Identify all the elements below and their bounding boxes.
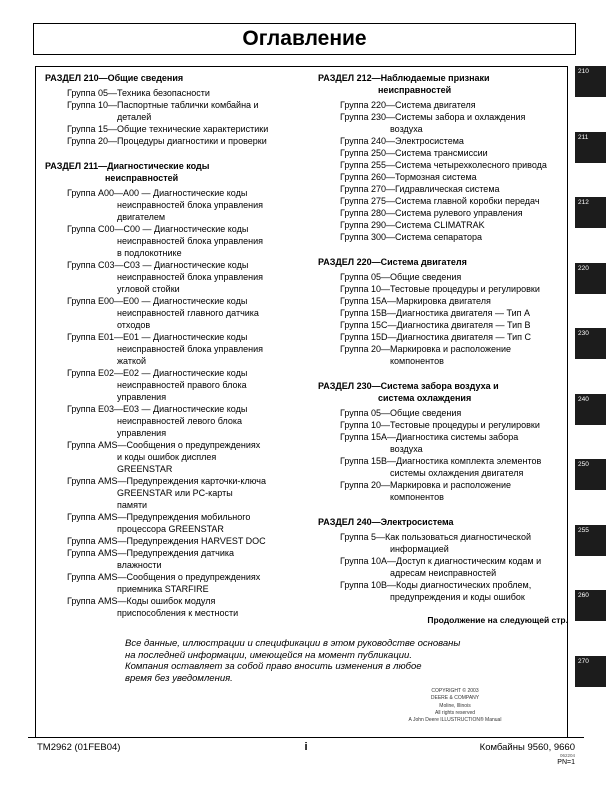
toc-group-entry-line: Группа 20—Маркировка и расположение (340, 344, 512, 354)
toc-group-entry-line: Группа 05—Техника безопасности (67, 88, 210, 98)
toc-right-column (318, 72, 568, 603)
toc-group-entry-line: Группа E02—E02 — Диагностические коды (67, 368, 248, 378)
toc-group-entry-line: неисправностей блока управления (117, 236, 264, 246)
toc-group-entry-line: системы охлаждения двигателя (390, 468, 524, 478)
toc-group-entry-line: Группа E03—E03 — Диагностические коды (67, 404, 248, 414)
toc-group-entry-line: Группа A00—A00 — Диагностические коды (67, 188, 248, 198)
toc-group-entry-line: Группа 15A—Диагностика системы забора (340, 432, 519, 442)
toc-group-entry-line: Группа 15B—Диагностика двигателя — Тип A (340, 308, 531, 318)
toc-group-entry-line: компонентов (390, 356, 444, 366)
edge-tab-240: 240 (575, 394, 606, 425)
toc-group-entry-line: Группа 15D—Диагностика двигателя — Тип C (340, 332, 532, 342)
toc-group-entry-line: Группа E00—E00 — Диагностические коды (67, 296, 248, 306)
page-title: Оглавление (242, 27, 367, 50)
toc-group-entry-line: Группа AMS—Коды ошибок модуля (67, 596, 216, 606)
toc-section (45, 72, 303, 147)
edge-tab-260: 260 (575, 590, 606, 621)
copyright-line: All rights reserved (434, 709, 475, 716)
toc-section-header-line: РАЗДЕЛ 220—Система двигателя (318, 257, 467, 267)
toc-group-entry-line: отходов (117, 320, 151, 330)
toc-section-header (318, 72, 568, 96)
toc-group-entry-line: Группа 300—Система сепаратора (340, 232, 483, 242)
toc-group-entry-line: Группа C00—C00 — Диагностические коды (67, 224, 249, 234)
toc-group-entry-line: управления (117, 392, 167, 402)
toc-section-header (45, 72, 303, 84)
footer-doc-number: TM2962 (01FEB04) (37, 742, 121, 753)
copyright-block (330, 688, 580, 724)
disclaimer-text (125, 638, 485, 685)
copyright-line: COPYRIGHT © 2003 (431, 688, 479, 694)
edge-tab-211: 211 (575, 132, 606, 163)
toc-section-header (318, 380, 568, 404)
toc-group-entry-line: неисправностей блока управления (117, 272, 264, 282)
toc-group-entry-line: управления (117, 428, 167, 438)
toc-group-entry-line: адресам неисправностей (390, 568, 497, 578)
toc-group-entry-line: процессора GREENSTAR (117, 524, 224, 534)
toc-group-entry-line: Группа 15—Общие технические характеристики (67, 124, 269, 134)
toc-group-entry-line: Группа AMS—Предупреждения датчика (67, 548, 235, 558)
disclaimer-line: Все данные, иллюстрации и спецификации в этом руководстве основаны (125, 638, 461, 649)
toc-group-entry-line: предупреждения и коды ошибок (390, 592, 525, 602)
toc-section (318, 380, 568, 503)
edge-tab-270: 270 (575, 656, 606, 687)
edge-tab-220: 220 (575, 263, 606, 294)
toc-section-header (318, 516, 568, 528)
toc-group-entry-line: Группа AMS—Предупреждения карточки-ключа (67, 476, 266, 486)
toc-group-entry-line: неисправностей правого блока (117, 380, 247, 390)
toc-group-entry-line: Группа AMS—Предупреждения HARVEST DOC (67, 536, 266, 546)
toc-group-entry-line: Группа AMS—Сообщения о предупреждениях (67, 572, 261, 582)
toc-group-entry-line: Группа 15B—Диагностика комплекта элементов (340, 456, 542, 466)
toc-section-header (45, 160, 303, 184)
footer-model-name: Комбайны 9560, 9660 (479, 742, 575, 753)
toc-group-entry-line: Группа 270—Гидравлическая система (340, 184, 500, 194)
toc-group-entry-line: жаткой (117, 356, 147, 366)
toc-group-entry-line: GREENSTAR или PC-карты (117, 488, 233, 498)
toc-section-header-line: РАЗДЕЛ 240—Электросистема (318, 517, 454, 527)
toc-group-entry-line: Группа 275—Система главной коробки передач (340, 196, 540, 206)
toc-group-entry-line: компонентов (390, 492, 444, 502)
toc-group-entry-line: влажности (117, 560, 162, 570)
toc-group-entry-line: неисправностей левого блока (117, 416, 242, 426)
toc-section-header-line: неисправностей (378, 85, 452, 95)
copyright-line: DEERE & COMPANY (430, 695, 480, 702)
toc-group-entry-line: воздуха (390, 124, 423, 134)
toc-group-entry-line: Группа 20—Маркировка и расположение (340, 480, 512, 490)
edge-tab-230: 230 (575, 328, 606, 359)
toc-group-entry-line: информацией (390, 544, 449, 554)
continued-on-next-page-note: Продолжение на следующей стр. (427, 615, 568, 625)
toc-group-entry-line: Группа 280—Система рулевого управления (340, 208, 523, 218)
toc-group-entry-line: Группа 260—Тормозная система (340, 172, 477, 182)
toc-group-entry-line: памяти (117, 500, 148, 510)
toc-group-entry-line: Группа 5—Как пользоваться диагностической (340, 532, 531, 542)
toc-group-entry-line: неисправностей блока управления (117, 200, 264, 210)
edge-tab-250: 250 (575, 459, 606, 490)
toc-group-entry-line: Группа 10—Паспортные таблички комбайна и (67, 100, 259, 110)
toc-group-entry-line: двигателем (117, 212, 166, 222)
disclaimer-line: время без уведомления. (125, 673, 233, 685)
toc-group-entry-line: Группа 15C—Диагностика двигателя — Тип B (340, 320, 531, 330)
title-box (33, 23, 576, 55)
toc-group-entry-line: Группа 220—Система двигателя (340, 100, 476, 110)
toc-group-entry-line: угловой стойки (117, 284, 180, 294)
toc-group-entry-line: Группа 10—Тестовые процедуры и регулировки (340, 284, 540, 294)
toc-group-entry-line: в подлокотнике (117, 248, 182, 258)
toc-group-entry-line: Группа 05—Общие сведения (340, 408, 462, 418)
toc-group-entry-line: Группа 230—Системы забора и охлаждения (340, 112, 526, 122)
footer-pn-number: PN=1 (557, 759, 575, 766)
toc-section (318, 256, 568, 367)
toc-section-header-line: РАЗДЕЛ 211—Диагностические коды (45, 161, 210, 171)
toc-group-entry-line: Группа 15A—Маркировка двигателя (340, 296, 491, 306)
toc-section (45, 160, 303, 619)
toc-group-entry-line: Группа 10B—Коды диагностических проблем, (340, 580, 532, 590)
footer-print-code: 062204 (559, 753, 575, 758)
toc-group-entry-line: приемника STARFIRE (117, 584, 209, 594)
toc-section (318, 72, 568, 243)
toc-group-entry-line: Группа 255—Система четырехколесного привода (340, 160, 547, 170)
toc-section-header-line: РАЗДЕЛ 210—Общие сведения (45, 73, 184, 83)
toc-group-entry-line: неисправностей главного датчика (117, 308, 259, 318)
toc-group-entry-line: Группа AMS—Предупреждения мобильного (67, 512, 251, 522)
edge-tab-212: 212 (575, 197, 606, 228)
edge-tab-255: 255 (575, 525, 606, 556)
toc-group-entry-line: Группа 05—Общие сведения (340, 272, 462, 282)
toc-group-entry-line: Группа E01—E01 — Диагностические коды (67, 332, 248, 342)
footer-divider (28, 737, 584, 738)
footer-page-number: i (304, 741, 308, 753)
toc-group-entry-line: деталей (117, 112, 152, 122)
toc-group-entry-line: Группа 250—Система трансмиссии (340, 148, 488, 158)
toc-group-entry-line: воздуха (390, 444, 423, 454)
disclaimer-line: Компания оставляет за собой право вносить изменения в любое (125, 661, 422, 673)
copyright-line: A John Deere ILLUSTRUCTION® Manual (408, 717, 502, 724)
toc-group-entry-line: Группа 290—Система CLIMATRAK (340, 220, 485, 230)
toc-group-entry-line: Группа AMS—Сообщения о предупреждениях (67, 440, 261, 450)
toc-group-entry-line: GREENSTAR (117, 464, 173, 474)
toc-group-entry-line: Группа 20—Процедуры диагностики и проверки (67, 136, 267, 146)
toc-section-header-line: РАЗДЕЛ 212—Наблюдаемые признаки (318, 73, 490, 83)
toc-section-header-line: система охлаждения (378, 393, 472, 403)
toc-group-entry-line: Группа 10A—Доступ к диагностическим кодам и (340, 556, 542, 566)
toc-section (318, 516, 568, 603)
toc-group-entry-line: и коды ошибок дисплея (117, 452, 217, 462)
copyright-line: Moline, Illinois (439, 702, 471, 709)
disclaimer-line: на последней информации, имеющейся на момент публикации. (125, 649, 412, 661)
toc-group-entry-line: Группа 10—Тестовые процедуры и регулировки (340, 420, 540, 430)
toc-group-entry-line: Группа 240—Электросистема (340, 136, 464, 146)
toc-group-entry-line: Группа C03—C03 — Диагностические коды (67, 260, 249, 270)
toc-section-header-line: РАЗДЕЛ 230—Система забора воздуха и (318, 381, 499, 391)
toc-group-entry-line: неисправностей блока управления (117, 344, 264, 354)
toc-group-entry-line: приспособления к местности (117, 608, 239, 618)
toc-section-header-line: неисправностей (105, 173, 179, 183)
edge-tab-210: 210 (575, 66, 606, 97)
toc-section-header (318, 256, 568, 268)
toc-left-column (45, 72, 303, 619)
